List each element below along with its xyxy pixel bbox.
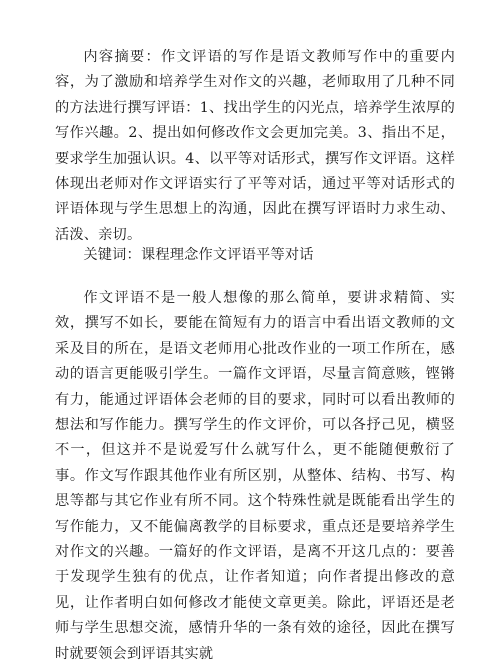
body-paragraph: 作文评语不是一般人想像的那么简单，要讲求精简、实效，撰写不如长，要能在简短有力的语言中看出语文教师的文采及目的所在，是语文老师用心批改作业的一项工作所在，感动的语言更能吸引学生。一篇作文评语，尽量言简意赅，铿锵有力，能通过评语体会老师的目的要求，同时可以看出教师的想法和写作能力。撰写学生的作文评价，可以各抒己见，横竖不一，但这并不是说爱写什么就写什么，更不能随便敷衍了事。作文写作跟其他作业有所区别，从整体、结构、书写、构思等都与其它作业有所不同。这个特殊性就是既能看出学生的写作能力，又不能偏离教学的目标要求，重点还是要培养学生对作文的兴趣。一篇好的作文评语，是离不开这几点的：要善于发现学生独有的优点，让作者知道；向作者提出修改的意见，让作者明白如何修改才能使文章更美。除此，评语还是老师与学生思想交流，感情升华的一条有效的途径，因此在撰写时就要领会到评语其实就	[55, 290, 455, 662]
keywords-paragraph	[55, 243, 455, 268]
keywords-label: 关键词：	[83, 247, 141, 263]
abstract-paragraph	[55, 45, 455, 248]
abstract-text: 作文评语的写作是语文教师写作中的重要内容，为了激励和培养学生对作文的兴趣，老师取用了几种不同的方法进行撰写评语：1、找出学生的闪光点，培养学生浓厚的写作兴趣。2、提出如何修改作文会更加完美。3、指出不足，要求学生加强认识。4、以平等对话形式，撰写作文评语。这样体现出老师对作文评语实行了平等对话，通过平等对话形式的评语体现与学生思想上的沟通，因此在撰写评语时力求生动、活泼、亲切。	[55, 49, 455, 243]
abstract-label: 内容摘要：	[83, 49, 162, 65]
keywords-text: 课程理念作文评语平等对话	[140, 247, 314, 263]
